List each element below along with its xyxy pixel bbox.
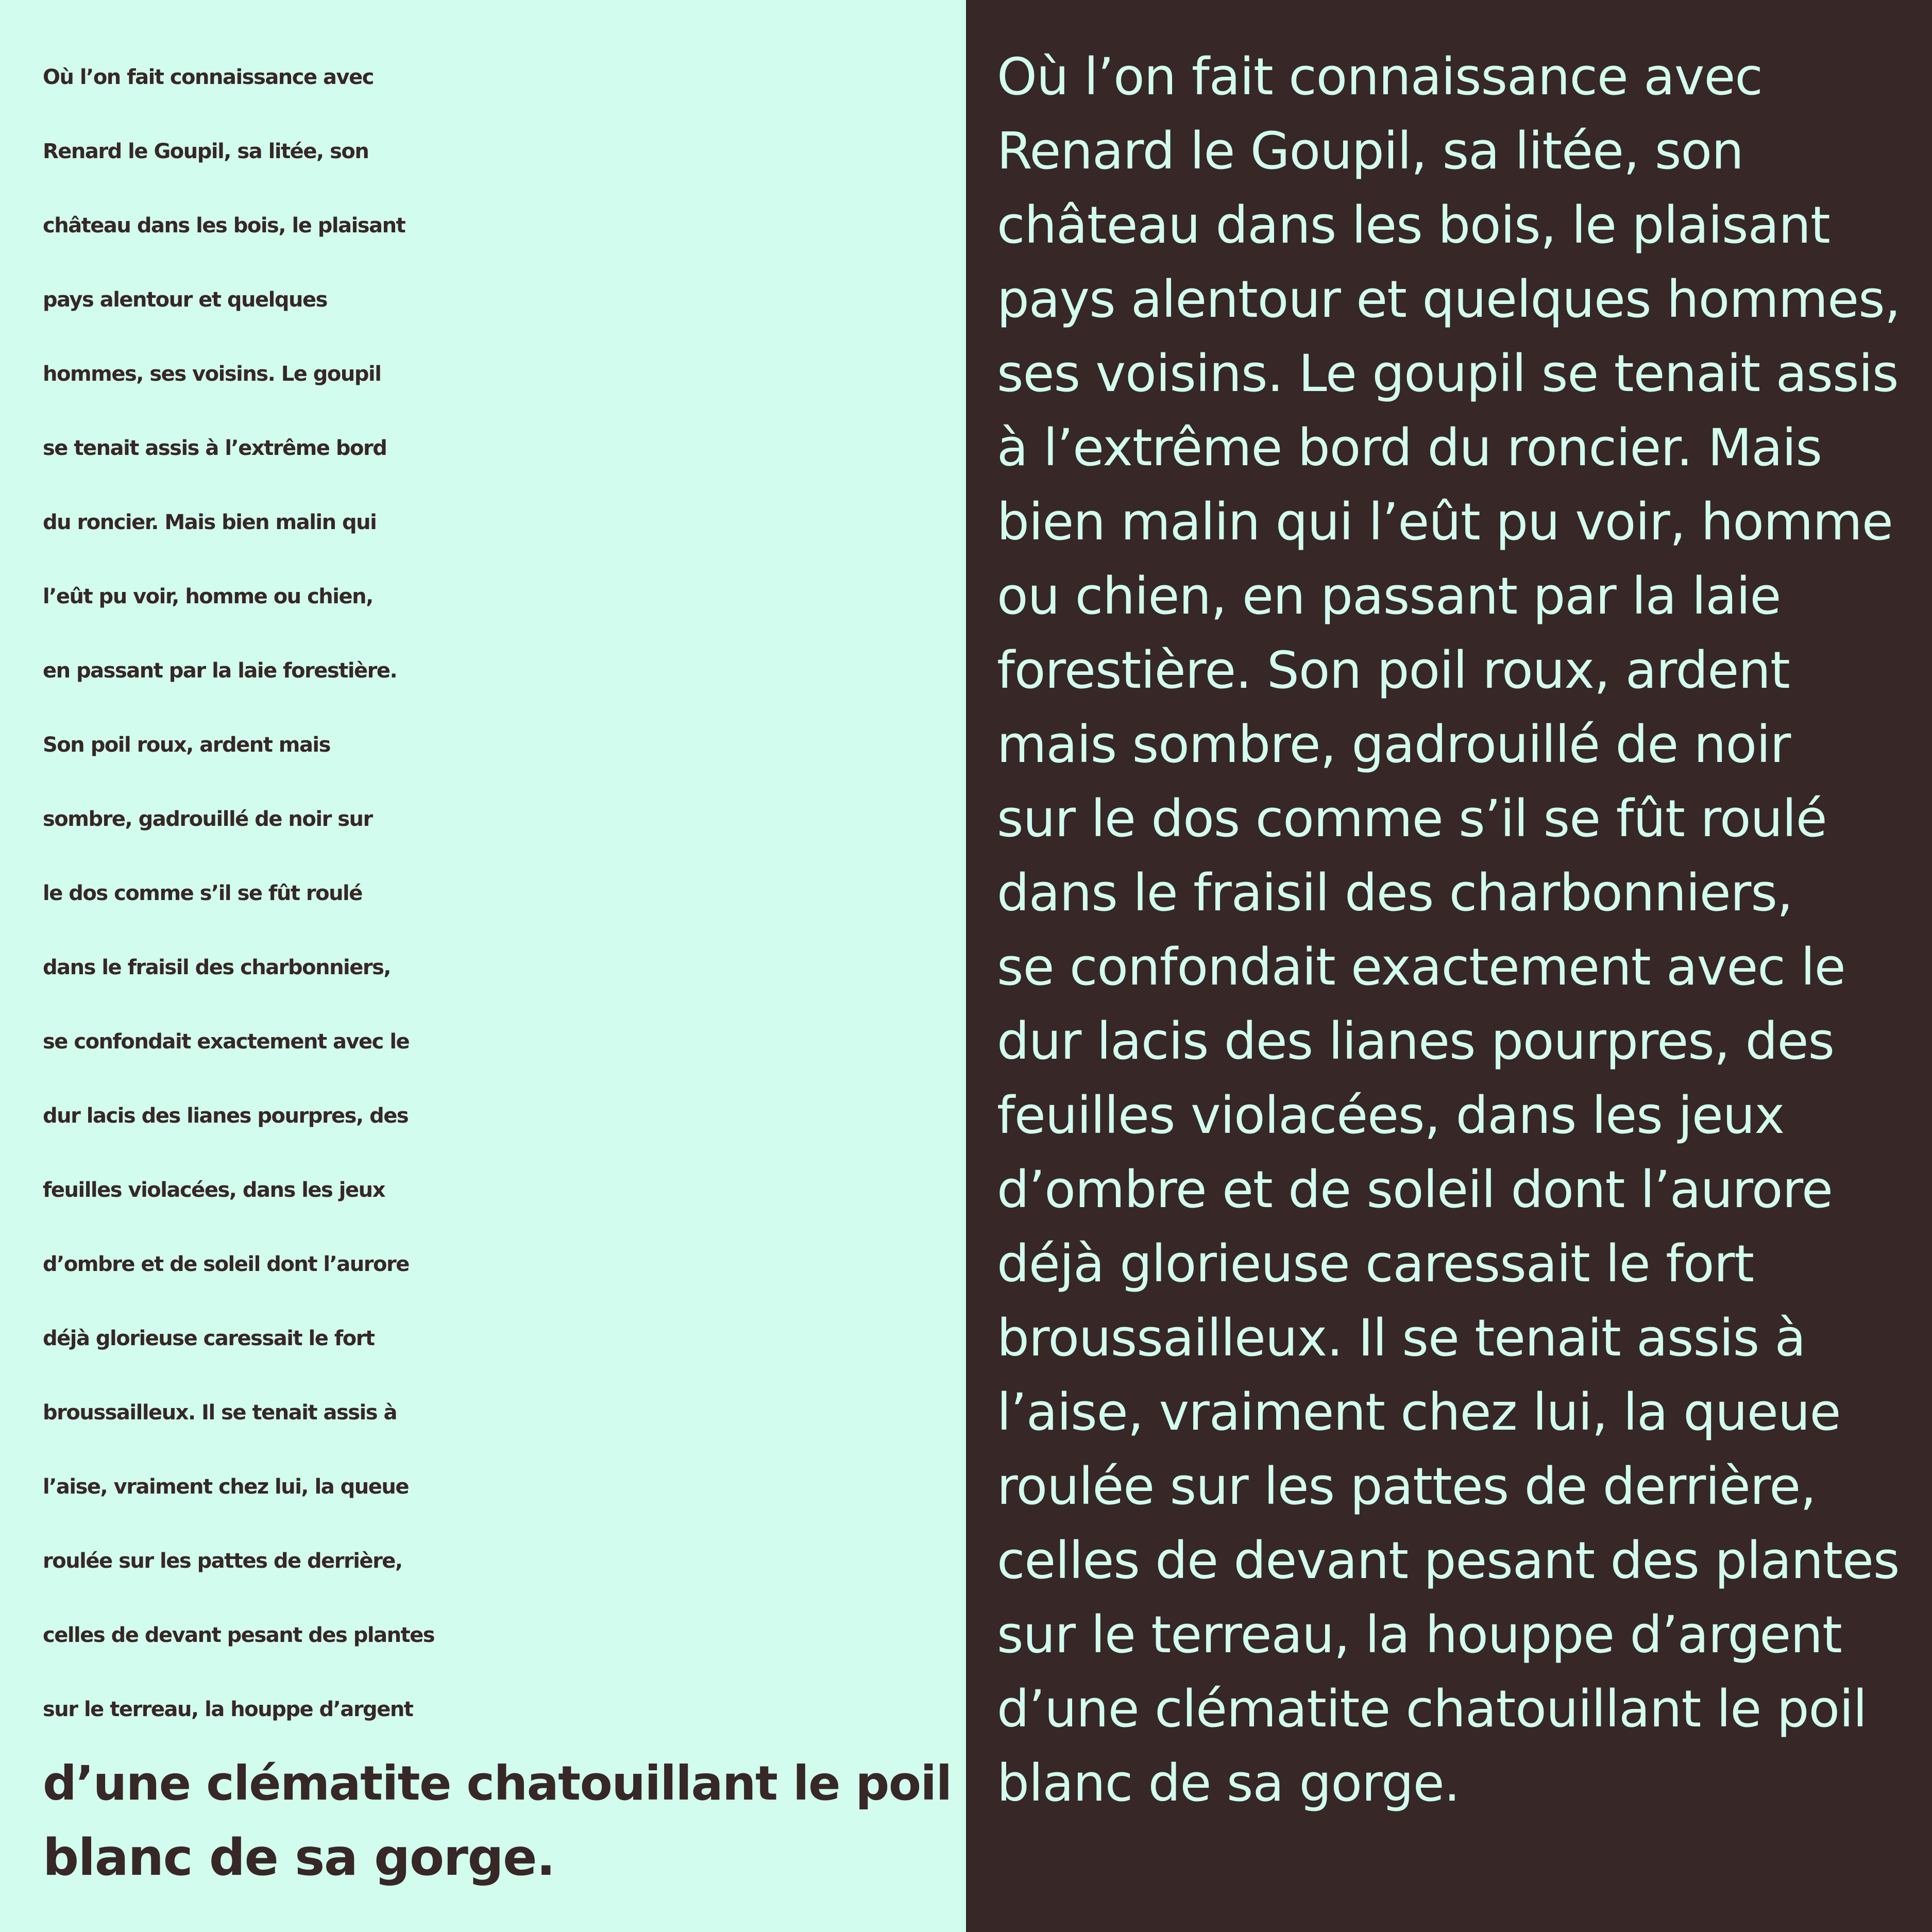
text-line: blanc de sa gorge. [997,1754,1460,1813]
text-line: blanc de sa gorge. [43,1828,555,1887]
text-line: broussailleux. Il se tenait assis à [997,1309,1806,1368]
text-line: sur le dos comme s’il se fût roulé [997,789,1827,849]
text-line: ou chien, en passant par la laie [997,567,1781,626]
text-line: l’aise, vraiment chez lui, la queue [997,1383,1841,1442]
light-paragraph [997,40,1900,1821]
text-line: l’eût pu voir, homme ou chien, [43,585,373,608]
text-line: celles de devant pesant des plantes [997,1531,1900,1590]
text-line: sur le terreau, la houppe d’argent [43,1698,413,1721]
text-line: Son poil roux, ardent mais [43,733,330,757]
text-line: broussailleux. Il se tenait assis à [43,1401,397,1425]
text-line: château dans les bois, le plaisant [997,196,1830,255]
text-line: dans le fraisil des charbonniers, [997,863,1793,923]
text-line: celles de devant pesant des plantes [43,1623,435,1647]
text-line: roulée sur les pattes de derrière, [43,1549,402,1573]
text-line: en passant par la laie forestière. [43,659,397,683]
text-line: sur le terreau, la houppe d’argent [997,1605,1842,1665]
text-line: Renard le Goupil, sa litée, son [43,140,369,163]
text-line: dans le fraisil des charbonniers, [43,956,391,979]
text-line: pays alentour et quelques [43,288,327,312]
text-line: forestière. Son poil roux, ardent [997,641,1790,700]
text-line: se confondait exactement avec le [43,1030,410,1054]
text-line: feuilles violacées, dans les jeux [997,1086,1785,1145]
text-line: du roncier. Mais bien malin qui [43,511,377,534]
text-line: roulée sur les pattes de derrière, [997,1457,1816,1516]
text-line: feuilles violacées, dans les jeux [43,1178,385,1202]
text-line: l’aise, vraiment chez lui, la queue [43,1475,409,1499]
text-line: ses voisins. Le goupil se tenait assis [997,344,1899,403]
text-line: dur lacis des lianes pourpres, des [43,1104,409,1128]
text-line: d’une clématite chatouillant le poil [997,1680,1867,1739]
text-line: d’ombre et de soleil dont l’aurore [997,1160,1833,1219]
text-line: Où l’on fait connaissance avec [997,47,1762,107]
text-line: sombre, gadrouillé de noir sur [43,807,372,831]
text-line: déjà glorieuse caressait le fort [43,1327,375,1350]
text-line: le dos comme s’il se fût roulé [43,882,362,905]
text-line: se tenait assis à l’extrême bord [43,436,387,460]
text-line: mais sombre, gadrouillé de noir [997,715,1791,774]
text-line: hommes, ses voisins. Le goupil [43,362,381,386]
text-line: Renard le Goupil, sa litée, son [997,122,1743,181]
light-text-panel [966,0,1932,1932]
text-line: château dans les bois, le plaisant [43,214,405,238]
text-line: bien malin qui l’eût pu voir, homme [997,493,1893,552]
text-line: à l’extrême bord du roncier. Mais [997,418,1822,478]
bold-paragraph [43,40,952,1895]
text-line: dur lacis des lianes pourpres, des [997,1012,1835,1071]
text-line: pays alentour et quelques hommes, [997,270,1901,329]
text-line: déjà glorieuse caressait le fort [997,1234,1754,1294]
text-line: se confondait exactement avec le [997,938,1845,997]
text-line: d’une clématite chatouillant le poil [43,1756,952,1811]
text-line: Où l’on fait connaissance avec [43,65,374,89]
text-line: d’ombre et de soleil dont l’aurore [43,1252,409,1276]
